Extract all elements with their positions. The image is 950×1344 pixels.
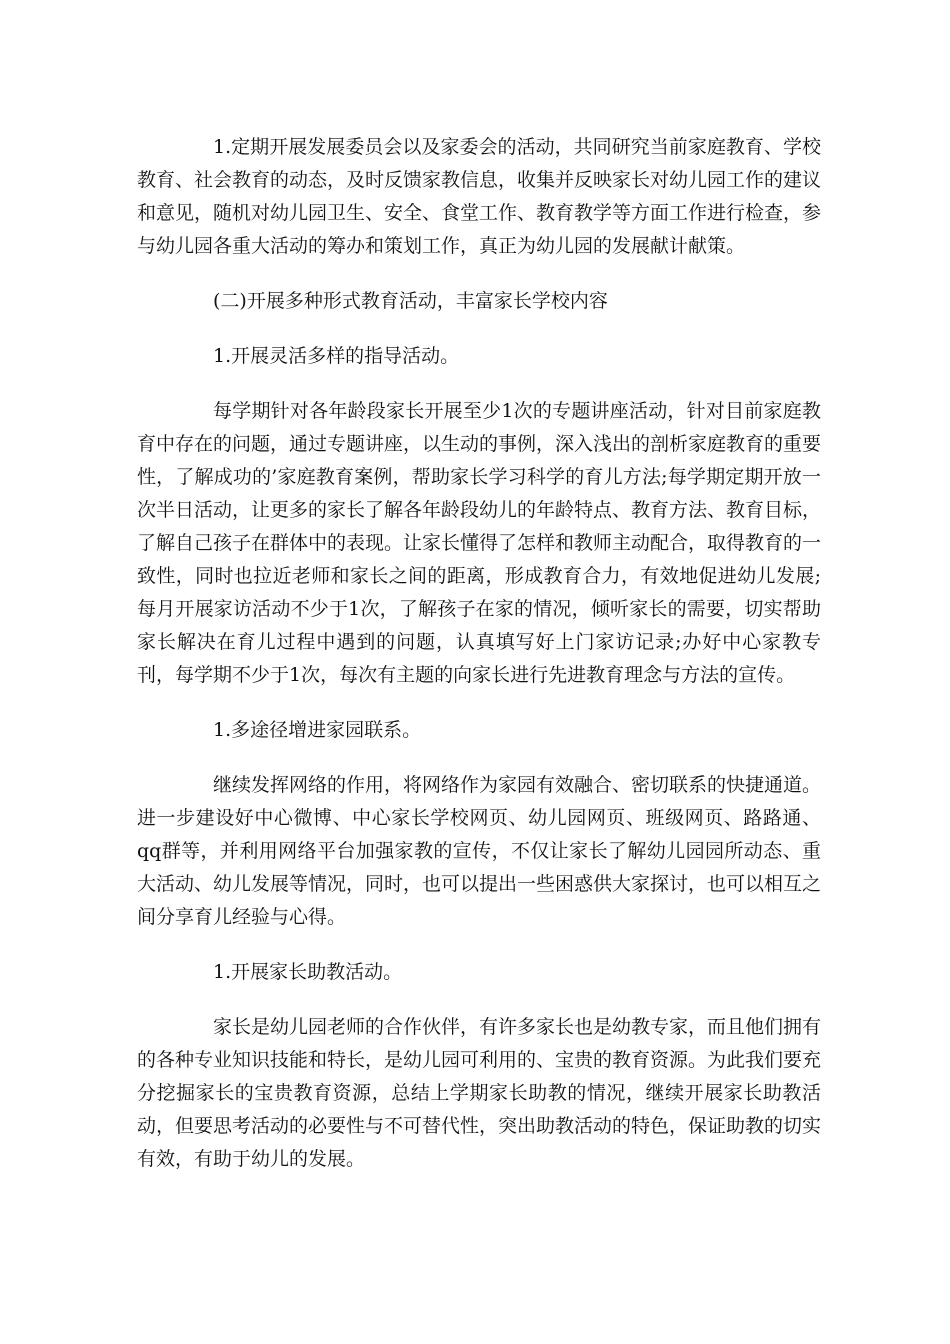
paragraph-contact: 继续发挥网络的作用，将网络作为家园有效融合、密切联系的快捷通道。进一步建设好中心微博、中心家长学校网页、幼儿园网页、班级网页、路路通、qq群等，并利用网络平台加强家教的宣传，不仅让家长了解幼儿园园所动态、重大活动、幼儿发展等情况，同时，也可以提出一些困惑供大家探讨，也可以相互之间分享育儿经验与心得。: [137, 774, 822, 928]
paragraph-assist: 家长是幼儿园老师的合作伙伴，有许多家长也是幼教专家，而且他们拥有的各种专业知识技能和特长，是幼儿园可利用的、宝贵的教育资源。为此我们要充分挖掘家长的宝贵教育资源，总结上学期家长助教的情况，继续开展家长助教活动，但要思考活动的必要性与不可替代性，突出助教活动的特色，保证助教的切实有效，有助于幼儿的发展。: [137, 1016, 822, 1170]
section-heading: (二)开展多种形式教育活动，丰富家长学校内容: [213, 290, 608, 312]
subheading-guidance: 1.开展灵活多样的指导活动。: [213, 345, 460, 367]
paragraph-1: 1.定期开展发展委员会以及家委会的活动，共同研究当前家庭教育、学校教育、社会教育的动态，及时反馈家教信息，收集并反映家长对幼儿园工作的建议和意见，随机对幼儿园卫生、安全、食堂工作、教育教学等方面工作进行检查，参与幼儿园各重大活动的筹办和策划工作，真正为幼儿园的发展献计献策。: [137, 136, 822, 257]
subheading-contact: 1.多途径增进家园联系。: [213, 719, 422, 741]
paragraph-guidance: 每学期针对各年龄段家长开展至少1次的专题讲座活动，针对目前家庭教育中存在的问题，通过专题讲座，以生动的事例，深入浅出的剖析家庭教育的重要性，了解成功的’家庭教育案例，帮助家长学习科学的育儿方法;每学期定期开放一次半日活动，让更多的家长了解各年龄段幼儿的年龄特点、教育方法、教育目标，了解自己孩子在群体中的表现。让家长懂得了怎样和教师主动配合，取得教育的一致性，同时也拉近老师和家长之间的距离，形成教育合力，有效地促进幼儿发展;每月开展家访活动不少于1次，了解孩子在家的情况，倾听家长的需要，切实帮助家长解决在育儿过程中遇到的问题，认真填写好上门家访记录;办好中心家教专刊，每学期不少于1次，每次有主题的向家长进行先进教育理念与方法的宣传。: [137, 400, 822, 686]
subheading-assist: 1.开展家长助教活动。: [213, 961, 403, 983]
document-body: [137, 131, 821, 1198]
